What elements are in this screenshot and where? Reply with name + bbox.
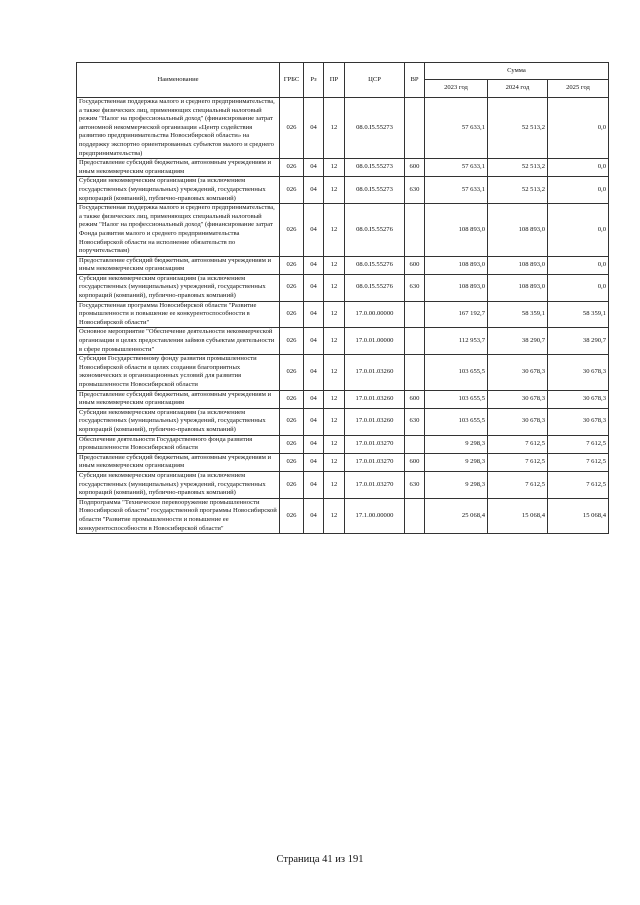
pr-cell: 12 [324, 498, 345, 533]
amount-2023-cell: 9 298,3 [425, 435, 488, 453]
amount-2023-cell: 25 068,4 [425, 498, 488, 533]
header-name: Наименование [77, 63, 280, 98]
amount-2025-cell: 0,0 [548, 177, 609, 204]
amount-2024-cell: 38 290,7 [488, 328, 548, 355]
pr-cell: 12 [324, 355, 345, 390]
grbs-cell: 026 [280, 498, 304, 533]
csr-cell: 17.0.01.03260 [345, 408, 405, 435]
pr-cell: 12 [324, 301, 345, 328]
csr-cell: 08.0.I5.55276 [345, 204, 405, 257]
amount-2025-cell: 7 612,5 [548, 471, 609, 498]
row-name-cell: Основное мероприятие "Обеспечение деятельности некоммерческой организации в целях предоставления займов субъектам деятельности в сфере промышленности" [77, 328, 280, 355]
pr-cell: 12 [324, 98, 345, 159]
amount-2024-cell: 108 893,0 [488, 256, 548, 274]
amount-2024-cell: 30 678,3 [488, 390, 548, 408]
vr-cell: 600 [405, 256, 425, 274]
amount-2023-cell: 167 192,7 [425, 301, 488, 328]
amount-2023-cell: 103 655,5 [425, 355, 488, 390]
amount-2025-cell: 7 612,5 [548, 435, 609, 453]
csr-cell: 08.0.I5.55273 [345, 159, 405, 177]
amount-2025-cell: 30 678,3 [548, 355, 609, 390]
amount-2025-cell: 30 678,3 [548, 390, 609, 408]
amount-2024-cell: 30 678,3 [488, 408, 548, 435]
row-name-cell: Обеспечение деятельности Государственного фонда развития промышленности Новосибирской области [77, 435, 280, 453]
row-name-cell: Субсидии некоммерческим организациям (за исключением государственных (муниципальных) учреждений, государственных корпораций (компаний), публично-правовых компаний) [77, 177, 280, 204]
amount-2024-cell: 15 068,4 [488, 498, 548, 533]
rz-cell: 04 [304, 408, 324, 435]
header-vr: ВР [405, 63, 425, 98]
grbs-cell: 026 [280, 390, 304, 408]
amount-2023-cell: 57 633,1 [425, 177, 488, 204]
row-name-cell: Субсидии некоммерческим организациям (за исключением государственных (муниципальных) учреждений, государственных корпораций (компаний), публично-правовых компаний) [77, 274, 280, 301]
rz-cell: 04 [304, 471, 324, 498]
pr-cell: 12 [324, 390, 345, 408]
table-row [77, 390, 609, 408]
pr-cell: 12 [324, 328, 345, 355]
table-row [77, 328, 609, 355]
vr-cell [405, 435, 425, 453]
table-row [77, 435, 609, 453]
amount-2024-cell: 30 678,3 [488, 355, 548, 390]
table-row [77, 256, 609, 274]
rz-cell: 04 [304, 355, 324, 390]
grbs-cell: 026 [280, 408, 304, 435]
amount-2025-cell: 7 612,5 [548, 453, 609, 471]
amount-2025-cell: 15 068,4 [548, 498, 609, 533]
amount-2024-cell: 7 612,5 [488, 453, 548, 471]
amount-2023-cell: 57 633,1 [425, 98, 488, 159]
pr-cell: 12 [324, 274, 345, 301]
vr-cell: 630 [405, 471, 425, 498]
header-csr: ЦСР [345, 63, 405, 98]
amount-2023-cell: 9 298,3 [425, 453, 488, 471]
row-name-cell: Предоставление субсидий бюджетным, автономным учреждениям и иным некоммерческим организациям [77, 256, 280, 274]
header-sum: Сумма [425, 63, 609, 80]
grbs-cell: 026 [280, 256, 304, 274]
header-year-2023: 2023 год [425, 79, 488, 97]
rz-cell: 04 [304, 274, 324, 301]
amount-2025-cell: 58 359,1 [548, 301, 609, 328]
pr-cell: 12 [324, 177, 345, 204]
table-row [77, 204, 609, 257]
rz-cell: 04 [304, 390, 324, 408]
amount-2023-cell: 9 298,3 [425, 471, 488, 498]
rz-cell: 04 [304, 98, 324, 159]
amount-2024-cell: 108 893,0 [488, 204, 548, 257]
header-pr: ПР [324, 63, 345, 98]
grbs-cell: 026 [280, 355, 304, 390]
csr-cell: 08.0.I5.55273 [345, 177, 405, 204]
grbs-cell: 026 [280, 328, 304, 355]
row-name-cell: Субсидии некоммерческим организациям (за исключением государственных (муниципальных) учреждений, государственных корпораций (компаний), публично-правовых компаний) [77, 471, 280, 498]
grbs-cell: 026 [280, 471, 304, 498]
vr-cell [405, 204, 425, 257]
amount-2024-cell: 108 893,0 [488, 274, 548, 301]
pr-cell: 12 [324, 471, 345, 498]
pr-cell: 12 [324, 408, 345, 435]
table-body [77, 98, 609, 534]
amount-2023-cell: 103 655,5 [425, 390, 488, 408]
vr-cell [405, 328, 425, 355]
pr-cell: 12 [324, 453, 345, 471]
grbs-cell: 026 [280, 177, 304, 204]
grbs-cell: 026 [280, 159, 304, 177]
pr-cell: 12 [324, 204, 345, 257]
table-row [77, 453, 609, 471]
vr-cell: 630 [405, 177, 425, 204]
amount-2024-cell: 52 513,2 [488, 177, 548, 204]
amount-2025-cell: 30 678,3 [548, 408, 609, 435]
rz-cell: 04 [304, 435, 324, 453]
amount-2025-cell: 0,0 [548, 256, 609, 274]
table-row [77, 498, 609, 533]
rz-cell: 04 [304, 328, 324, 355]
rz-cell: 04 [304, 159, 324, 177]
amount-2024-cell: 58 359,1 [488, 301, 548, 328]
vr-cell [405, 98, 425, 159]
table-row [77, 177, 609, 204]
row-name-cell: Субсидия Государственному фонду развития промышленности Новосибирской области в целях создания благоприятных экономических и организационных условий для развития промышленности Новосибирской области [77, 355, 280, 390]
amount-2023-cell: 108 893,0 [425, 256, 488, 274]
rz-cell: 04 [304, 204, 324, 257]
amount-2025-cell: 0,0 [548, 204, 609, 257]
header-year-2024: 2024 год [488, 79, 548, 97]
budget-document [76, 62, 608, 534]
vr-cell: 600 [405, 453, 425, 471]
pr-cell: 12 [324, 159, 345, 177]
table-row [77, 355, 609, 390]
vr-cell [405, 355, 425, 390]
amount-2024-cell: 52 513,2 [488, 159, 548, 177]
row-name-cell: Подпрограмма "Техническое перевооружение промышленности Новосибирской области" государственной программы Новосибирской области "Развитие промышленности и повышение ее конкурентоспособности в Новосибирской области" [77, 498, 280, 533]
csr-cell: 08.0.I5.55276 [345, 256, 405, 274]
vr-cell: 600 [405, 159, 425, 177]
grbs-cell: 026 [280, 204, 304, 257]
table-row [77, 98, 609, 159]
table-row [77, 159, 609, 177]
table-row [77, 301, 609, 328]
amount-2025-cell: 0,0 [548, 159, 609, 177]
amount-2023-cell: 108 893,0 [425, 274, 488, 301]
csr-cell: 17.0.01.00000 [345, 328, 405, 355]
vr-cell: 630 [405, 408, 425, 435]
rz-cell: 04 [304, 453, 324, 471]
table-row [77, 471, 609, 498]
row-name-cell: Предоставление субсидий бюджетным, автономным учреждениям и иным некоммерческим организациям [77, 390, 280, 408]
rz-cell: 04 [304, 256, 324, 274]
rz-cell: 04 [304, 177, 324, 204]
pr-cell: 12 [324, 256, 345, 274]
csr-cell: 17.0.01.03270 [345, 435, 405, 453]
row-name-cell: Предоставление субсидий бюджетным, автономным учреждениям и иным некоммерческим организациям [77, 453, 280, 471]
amount-2023-cell: 112 953,7 [425, 328, 488, 355]
csr-cell: 17.0.00.00000 [345, 301, 405, 328]
vr-cell: 630 [405, 274, 425, 301]
header-rz: Рз [304, 63, 324, 98]
table-row [77, 408, 609, 435]
page-number: Страница 41 из 191 [276, 854, 364, 865]
amount-2025-cell: 38 290,7 [548, 328, 609, 355]
amount-2025-cell: 0,0 [548, 98, 609, 159]
grbs-cell: 026 [280, 301, 304, 328]
rz-cell: 04 [304, 498, 324, 533]
budget-table [76, 62, 609, 534]
header-year-2025: 2025 год [548, 79, 609, 97]
amount-2023-cell: 57 633,1 [425, 159, 488, 177]
csr-cell: 08.0.I5.55276 [345, 274, 405, 301]
amount-2024-cell: 52 513,2 [488, 98, 548, 159]
csr-cell: 17.1.00.00000 [345, 498, 405, 533]
row-name-cell: Предоставление субсидий бюджетным, автономным учреждениям и иным некоммерческим организациям [77, 159, 280, 177]
grbs-cell: 026 [280, 435, 304, 453]
vr-cell [405, 301, 425, 328]
vr-cell: 600 [405, 390, 425, 408]
csr-cell: 17.0.01.03270 [345, 471, 405, 498]
amount-2023-cell: 108 893,0 [425, 204, 488, 257]
grbs-cell: 026 [280, 98, 304, 159]
grbs-cell: 026 [280, 453, 304, 471]
csr-cell: 17.0.01.03260 [345, 355, 405, 390]
amount-2024-cell: 7 612,5 [488, 435, 548, 453]
pr-cell: 12 [324, 435, 345, 453]
table-row [77, 274, 609, 301]
row-name-cell: Государственная программа Новосибирской области "Развитие промышленности и повышение ее конкурентоспособности в Новосибирской области" [77, 301, 280, 328]
csr-cell: 17.0.01.03270 [345, 453, 405, 471]
amount-2023-cell: 103 655,5 [425, 408, 488, 435]
row-name-cell: Государственная поддержка малого и среднего предпринимательства, а также физических лиц, применяющих специальный налоговый режим "Налог на профессиональный доход" (финансирование затрат автономной некоммерческой организации «Центр содействия развитию предпринимательства Новосибирской области» на поддержку экспортно ориентированных субъектов малого и среднего предпринимательства) [77, 98, 280, 159]
grbs-cell: 026 [280, 274, 304, 301]
row-name-cell: Государственная поддержка малого и среднего предпринимательства, а также физических лиц, применяющих специальный налоговый режим "Налог на профессиональный доход" (финансирование затрат Фонда развития малого и среднего предпринимательства Новосибирской области на исполнение обязательств по поручительствам) [77, 204, 280, 257]
amount-2025-cell: 0,0 [548, 274, 609, 301]
amount-2024-cell: 7 612,5 [488, 471, 548, 498]
row-name-cell: Субсидии некоммерческим организациям (за исключением государственных (муниципальных) учреждений, государственных корпораций (компаний), публично-правовых компаний) [77, 408, 280, 435]
table-header [77, 63, 609, 98]
vr-cell [405, 498, 425, 533]
rz-cell: 04 [304, 301, 324, 328]
header-grbs: ГРБС [280, 63, 304, 98]
csr-cell: 17.0.01.03260 [345, 390, 405, 408]
csr-cell: 08.0.I5.55273 [345, 98, 405, 159]
